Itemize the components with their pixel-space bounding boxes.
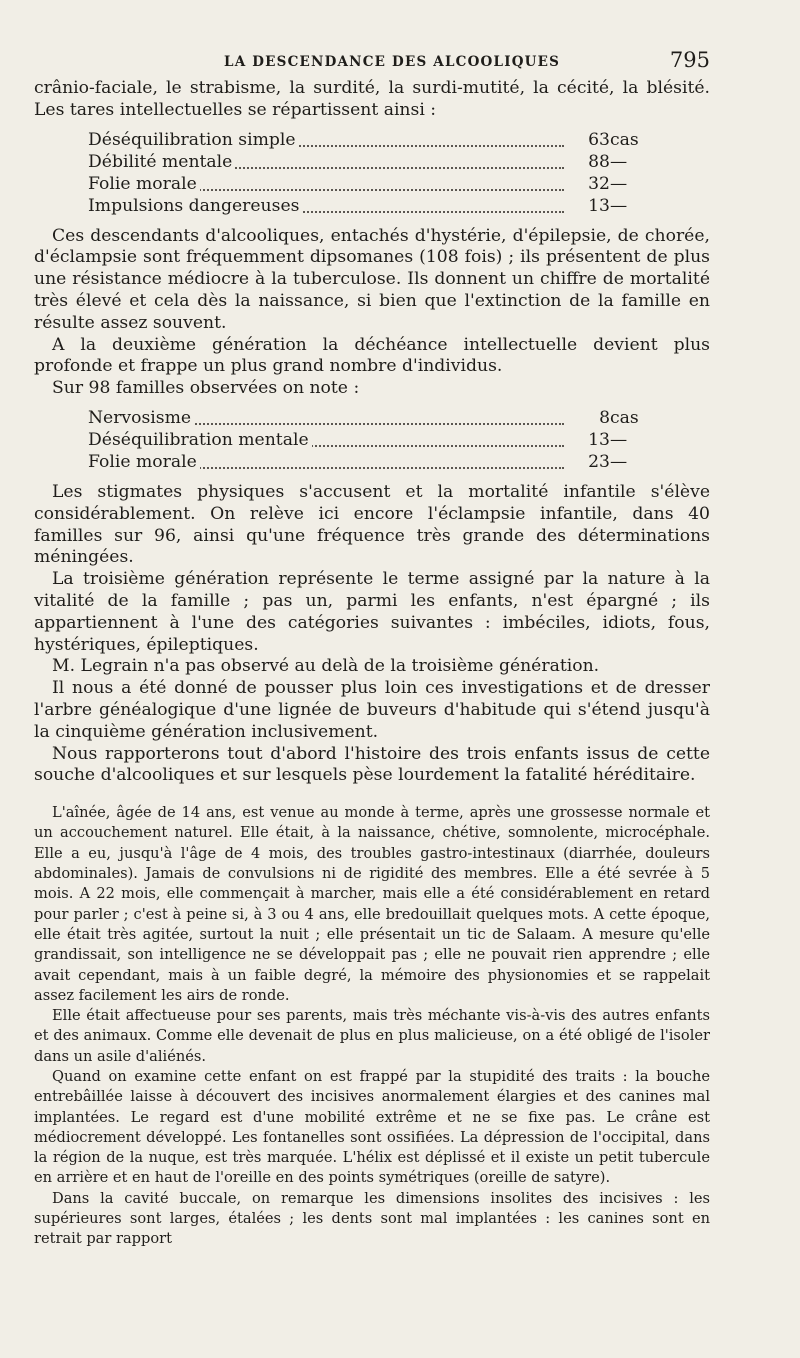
running-title: LA DESCENDANCE DES ALCOOLIQUES [224, 54, 561, 70]
list-item [88, 174, 654, 196]
list-item-label: Débilité mentale [88, 152, 235, 172]
list-item-unit: — [610, 173, 628, 194]
list-item-count: 13 [588, 195, 610, 216]
case-paragraph: Elle était affectueuse pour ses parents, mais très méchante vis-à-vis des autres enfants et des animaux. Comme elle devenait de plus en plus malicieuse, on a été obligé de l'isoler dans un asile d'aliénés. [34, 1007, 710, 1065]
list-item-count: 63 [588, 129, 610, 150]
list-item [88, 452, 654, 474]
list-item-label: Nervosisme [88, 408, 194, 428]
paragraph: La troisième génération représente le terme assigné par la nature à la vitalité de la famille ; pas un, parmi les enfants, n'est épargné ; ils appartiennent à l'une des catégories suivantes : imbéciles, idiots, fous, hystériques, épileptiques. [34, 569, 710, 655]
list-item-unit: — [610, 195, 628, 216]
list-item-unit: — [610, 151, 628, 172]
list-item-count: 13 [588, 430, 610, 451]
intellectual-defects-list [88, 130, 654, 218]
main-text [34, 78, 710, 787]
list-item-label: Impulsions dangereuses [88, 196, 302, 216]
list-item [88, 408, 654, 430]
list-item-unit: — [610, 430, 628, 451]
paragraph: Les stigmates physiques s'accusent et la mortalité infantile s'élève considérablement. On relève ici encore l'éclampsie infantile, dans 40 familles sur 96, ainsi qu'une fréquence très grande des déterminations méningées. [34, 481, 710, 568]
list-item-label: Folie morale [88, 452, 200, 472]
page-header [34, 40, 710, 78]
list-item-unit: — [610, 452, 628, 473]
list-item [88, 152, 654, 174]
paragraph: M. Legrain n'a pas observé au delà de la troisième génération. [52, 656, 600, 677]
case-report [34, 803, 710, 1250]
list-item [88, 196, 654, 218]
case-paragraph: L'aînée, âgée de 14 ans, est venue au monde à terme, après une grossesse normale et un accouchement naturel. Elle était, à la naissance, chétive, somnolente, microcéphale. Elle a eu, jusqu'à l'âge de 4 mois, des troubles gastro-intestinaux (diarrhée, douleurs abdominales). Jamais de convulsions ni de rigidité des membres. Elle a été sevrée à 5 mois. A 22 mois, elle commençait à marcher, mais elle a été considérablement en retard pour parler ; c'est à peine si, à 3 ou 4 ans, elle bredouillait quelques mots. A cette époque, elle était très agitée, surtout la nuit ; elle présentait un tic de Salaam. A mesure qu'elle grandissait, son intelligence ne se développait pas ; elle ne pouvait rien apprendre ; elle avait cependant, mais à un faible degré, la mémoire des physionomies et se rappelait assez facilement les airs de ronde. [34, 804, 710, 1004]
list-item-count: 32 [588, 173, 610, 194]
case-paragraph: Quand on examine cette enfant on est frappé par la stupidité des traits : la bouche entrebâillée laisse à découvert des incisives anormalement élargies et des canines mal implantées. Le regard est d'une mobilité extrême et ne se fixe pas. Le crâne est médiocrement développé. Les fontanelles sont ossifiées. La dépression de l'occipital, dans la région de la nuque, est très marquée. L'hélix est déplissé et il existe un petit tubercule en arrière et en haut de l'oreille en des points symétriques (oreille de satyre). [34, 1067, 710, 1187]
list-item-label: Folie morale [88, 174, 200, 194]
case-paragraph: Dans la cavité buccale, on remarque les dimensions insolites des incisives : les supérieures sont larges, étalées ; les dents sont mal implantées : les canines sont en retrait par rapport [34, 1189, 710, 1248]
paragraph-continuation: crânio-faciale, le strabisme, la surdité, la surdi-mutité, la cécité, la blésité. Les tares intellectuelles se répartissent ainsi : [34, 78, 710, 120]
paragraph: Sur 98 familles observées on note : [52, 378, 360, 399]
list-item-count: 23 [588, 452, 610, 473]
list-item-unit: cas [610, 129, 639, 150]
paragraph: Ces descendants d'alcooliques, entachés d'hystérie, d'épilepsie, de chorée, d'éclampsie sont fréquemment dipsomanes (108 fois) ; ils présentent de plus une résistance médiocre à la tuberculose. Ils donnent un chiffre de mortalité très élevé et cela dès la naissance, si bien que l'extinction de la famille en résulte assez souvent. [34, 225, 710, 333]
list-item-count: 88 [588, 151, 610, 172]
list-item-label: Déséquilibration mentale [88, 430, 312, 450]
list-item [88, 130, 654, 152]
paragraph: A la deuxième génération la déchéance intellectuelle devient plus profonde et frappe un plus grand nombre d'individus. [34, 334, 710, 377]
list-item-unit: cas [610, 408, 639, 429]
second-generation-list [88, 408, 654, 474]
paragraph: Il nous a été donné de pousser plus loin ces investigations et de dresser l'arbre généalogique d'une lignée de buveurs d'habitude qui s'étend jusqu'à la cinquième génération inclusivement. [34, 678, 710, 742]
paragraph: Nous rapporterons tout d'abord l'histoire des trois enfants issus de cette souche d'alcooliques et sur lesquels pèse lourdement la fatalité héréditaire. [34, 743, 710, 786]
list-item-count: 8 [599, 408, 610, 429]
list-item [88, 430, 654, 452]
book-page [34, 40, 710, 1250]
page-number: 795 [669, 48, 710, 72]
list-item-label: Déséquilibration simple [88, 130, 299, 150]
